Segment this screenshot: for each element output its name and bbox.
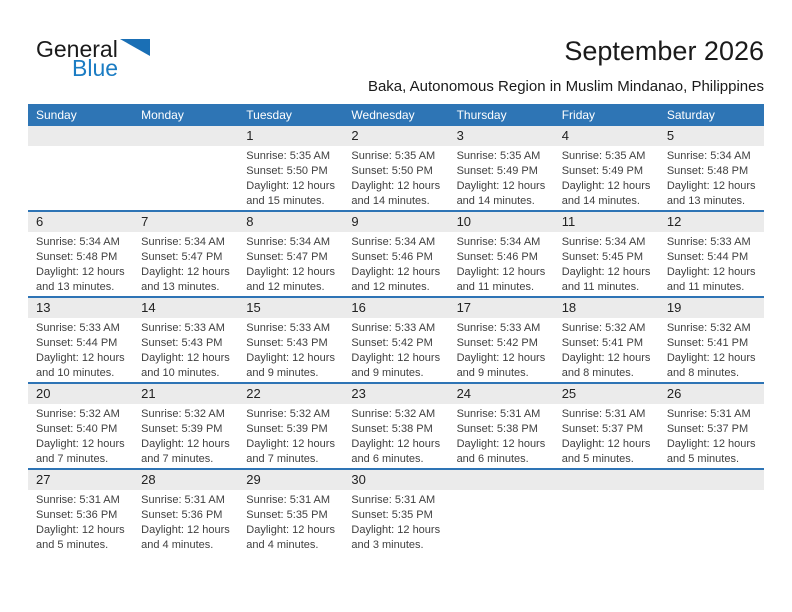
day-number [28,126,133,146]
detail-daylight2: and 10 minutes. [36,367,115,379]
day-cell-20 [28,384,133,468]
detail-daylight1: Daylight: 12 hours [141,438,230,450]
empty-day-cell [449,470,554,554]
day-cell-5 [659,126,764,210]
day-number: 21 [133,384,238,404]
day-cell-21 [133,384,238,468]
detail-sunset: Sunset: 5:43 PM [246,337,328,349]
detail-sunset: Sunset: 5:37 PM [666,423,749,435]
day-number: 13 [28,298,133,318]
detail-daylight1: Daylight: 12 hours [351,180,441,192]
detail-sunset: Sunset: 5:40 PM [36,423,118,435]
day-details [238,146,343,209]
detail-sunset: Sunset: 5:49 PM [456,165,538,177]
detail-daylight1: Daylight: 12 hours [141,524,230,536]
detail-sunset: Sunset: 5:37 PM [561,423,644,435]
detail-daylight2: and 4 minutes. [246,539,319,551]
day-number: 30 [343,470,448,490]
detail-daylight2: and 9 minutes. [246,367,319,379]
day-number: 26 [659,384,764,404]
detail-daylight2: and 6 minutes. [351,453,424,465]
day-cell-4 [554,126,659,210]
day-details [133,490,238,553]
day-number: 3 [449,126,554,146]
detail-daylight2: and 6 minutes. [456,453,529,465]
detail-sunset: Sunset: 5:46 PM [456,251,538,263]
detail-daylight2: and 7 minutes. [246,453,319,465]
detail-sunset: Sunset: 5:42 PM [351,337,433,349]
detail-sunset: Sunset: 5:43 PM [141,337,223,349]
day-details [343,318,448,381]
day-cell-14 [133,298,238,382]
detail-sunrise: Sunrise: 5:31 AM [456,408,541,420]
detail-sunset: Sunset: 5:39 PM [141,423,223,435]
detail-sunset: Sunset: 5:36 PM [36,509,118,521]
detail-daylight2: and 7 minutes. [141,453,214,465]
detail-sunrise: Sunrise: 5:33 AM [456,322,541,334]
day-number: 16 [343,298,448,318]
day-details [449,490,554,493]
detail-daylight2: and 13 minutes. [141,281,220,293]
day-details [659,318,764,381]
weekday-wednesday: Wednesday [351,108,415,122]
day-cell-8 [238,212,343,296]
detail-sunset: Sunset: 5:47 PM [246,251,328,263]
calendar-page [28,0,764,554]
detail-sunrise: Sunrise: 5:31 AM [141,494,225,506]
day-details [449,232,554,295]
detail-sunset: Sunset: 5:42 PM [456,337,538,349]
detail-daylight1: Daylight: 12 hours [666,352,756,364]
day-number: 20 [28,384,133,404]
detail-sunrise: Sunrise: 5:33 AM [351,322,436,334]
detail-daylight2: and 13 minutes. [36,281,115,293]
day-details [343,404,448,467]
detail-daylight2: and 7 minutes. [36,453,109,465]
month-title: September 2026 [564,36,764,66]
detail-sunset: Sunset: 5:50 PM [246,165,328,177]
detail-daylight1: Daylight: 12 hours [351,524,441,536]
day-number: 12 [659,212,764,232]
day-number: 24 [449,384,554,404]
day-number: 27 [28,470,133,490]
detail-sunset: Sunset: 5:36 PM [141,509,223,521]
detail-sunset: Sunset: 5:38 PM [351,423,433,435]
day-details [238,404,343,467]
day-number: 10 [449,212,554,232]
detail-sunrise: Sunrise: 5:33 AM [666,236,751,248]
detail-sunset: Sunset: 5:35 PM [351,509,433,521]
day-number: 5 [659,126,764,146]
day-details [133,146,238,149]
detail-sunset: Sunset: 5:48 PM [666,165,749,177]
detail-sunrise: Sunrise: 5:33 AM [246,322,331,334]
day-cell-3 [449,126,554,210]
detail-sunrise: Sunrise: 5:34 AM [666,150,751,162]
week-row-4 [28,382,764,468]
detail-sunset: Sunset: 5:45 PM [561,251,644,263]
detail-daylight1: Daylight: 12 hours [561,266,651,278]
day-cell-30 [343,470,448,554]
detail-sunset: Sunset: 5:47 PM [141,251,223,263]
detail-sunrise: Sunrise: 5:33 AM [36,322,120,334]
day-cell-25 [554,384,659,468]
day-cell-19 [659,298,764,382]
day-details [133,318,238,381]
day-number: 19 [659,298,764,318]
week-row-3 [28,296,764,382]
day-details [28,318,133,381]
day-number: 9 [343,212,448,232]
detail-sunset: Sunset: 5:35 PM [246,509,328,521]
detail-daylight2: and 10 minutes. [141,367,220,379]
day-details [554,318,659,381]
detail-sunrise: Sunrise: 5:32 AM [351,408,436,420]
detail-sunrise: Sunrise: 5:33 AM [141,322,225,334]
weekday-header-row [28,104,764,126]
day-cell-22 [238,384,343,468]
detail-daylight1: Daylight: 12 hours [36,266,125,278]
detail-sunrise: Sunrise: 5:31 AM [36,494,120,506]
day-cell-11 [554,212,659,296]
detail-sunset: Sunset: 5:41 PM [561,337,644,349]
detail-daylight1: Daylight: 12 hours [246,266,335,278]
day-cell-1 [238,126,343,210]
detail-daylight1: Daylight: 12 hours [351,438,441,450]
detail-daylight1: Daylight: 12 hours [246,524,335,536]
detail-sunrise: Sunrise: 5:35 AM [561,150,646,162]
day-details [238,232,343,295]
detail-daylight1: Daylight: 12 hours [36,438,125,450]
day-details [449,318,554,381]
week-row-5 [28,468,764,554]
day-number: 2 [343,126,448,146]
detail-sunrise: Sunrise: 5:34 AM [36,236,120,248]
day-cell-18 [554,298,659,382]
day-details [659,146,764,209]
day-details [133,232,238,295]
day-details [554,404,659,467]
empty-day-cell [554,470,659,554]
day-cell-15 [238,298,343,382]
day-number [133,126,238,146]
detail-daylight2: and 12 minutes. [351,281,430,293]
day-cell-23 [343,384,448,468]
day-number: 22 [238,384,343,404]
detail-daylight1: Daylight: 12 hours [141,266,230,278]
logo-text-blue: Blue [72,55,119,81]
logo-text-general: General [36,36,118,62]
empty-day-cell [659,470,764,554]
day-details [659,490,764,493]
empty-day-cell [133,126,238,210]
day-cell-26 [659,384,764,468]
detail-daylight2: and 14 minutes. [351,195,430,207]
day-cell-24 [449,384,554,468]
day-cell-9 [343,212,448,296]
detail-daylight1: Daylight: 12 hours [456,352,546,364]
detail-daylight2: and 15 minutes. [246,195,325,207]
day-cell-12 [659,212,764,296]
day-details [449,404,554,467]
day-details [343,232,448,295]
detail-daylight2: and 13 minutes. [666,195,746,207]
day-cell-28 [133,470,238,554]
day-number: 6 [28,212,133,232]
detail-daylight2: and 14 minutes. [561,195,640,207]
day-details [343,146,448,209]
day-details [28,232,133,295]
detail-daylight1: Daylight: 12 hours [351,352,441,364]
day-number [659,470,764,490]
detail-sunset: Sunset: 5:44 PM [666,251,749,263]
day-number: 11 [554,212,659,232]
detail-sunset: Sunset: 5:39 PM [246,423,328,435]
page-header [28,0,764,104]
weekday-sunday: Sunday [36,108,77,122]
day-details [554,232,659,295]
day-cell-2 [343,126,448,210]
detail-daylight1: Daylight: 12 hours [666,180,756,192]
location-subtitle: Baka, Autonomous Region in Muslim Mindanao, Philippines [367,78,764,95]
day-details [449,146,554,209]
detail-daylight1: Daylight: 12 hours [36,524,125,536]
detail-daylight2: and 11 minutes. [561,281,640,293]
day-number: 23 [343,384,448,404]
day-number: 18 [554,298,659,318]
detail-sunrise: Sunrise: 5:35 AM [351,150,436,162]
detail-daylight1: Daylight: 12 hours [36,352,125,364]
weekday-saturday: Saturday [666,108,715,122]
detail-sunrise: Sunrise: 5:34 AM [246,236,331,248]
day-details [28,404,133,467]
detail-daylight2: and 12 minutes. [246,281,325,293]
detail-daylight1: Daylight: 12 hours [246,438,335,450]
detail-daylight1: Daylight: 12 hours [456,266,546,278]
day-number [449,470,554,490]
day-number: 25 [554,384,659,404]
detail-sunset: Sunset: 5:44 PM [36,337,118,349]
day-details [28,490,133,553]
detail-sunrise: Sunrise: 5:35 AM [456,150,541,162]
empty-day-cell [28,126,133,210]
day-number: 17 [449,298,554,318]
day-number: 15 [238,298,343,318]
day-number: 28 [133,470,238,490]
day-cell-16 [343,298,448,382]
day-details [554,146,659,209]
detail-sunset: Sunset: 5:46 PM [351,251,433,263]
day-number: 14 [133,298,238,318]
detail-sunrise: Sunrise: 5:32 AM [561,322,646,334]
day-cell-27 [28,470,133,554]
detail-daylight1: Daylight: 12 hours [456,180,546,192]
day-number: 4 [554,126,659,146]
detail-daylight2: and 3 minutes. [351,539,424,551]
week-row-1 [28,126,764,210]
detail-daylight1: Daylight: 12 hours [456,438,546,450]
day-cell-29 [238,470,343,554]
detail-sunrise: Sunrise: 5:34 AM [456,236,541,248]
detail-daylight1: Daylight: 12 hours [561,180,651,192]
general-blue-logo [36,38,150,80]
weekday-monday: Monday [141,108,184,122]
detail-daylight1: Daylight: 12 hours [246,180,335,192]
detail-daylight2: and 8 minutes. [561,367,634,379]
detail-daylight2: and 14 minutes. [456,195,535,207]
detail-daylight2: and 5 minutes. [36,539,109,551]
detail-sunrise: Sunrise: 5:31 AM [561,408,646,420]
detail-sunrise: Sunrise: 5:32 AM [666,322,751,334]
logo-triangle-icon [120,39,150,56]
detail-sunrise: Sunrise: 5:31 AM [246,494,331,506]
detail-daylight1: Daylight: 12 hours [246,352,335,364]
detail-sunset: Sunset: 5:48 PM [36,251,118,263]
calendar-grid [28,126,764,554]
day-number [554,470,659,490]
detail-sunrise: Sunrise: 5:34 AM [141,236,225,248]
detail-sunset: Sunset: 5:49 PM [561,165,644,177]
day-details [659,404,764,467]
detail-sunrise: Sunrise: 5:34 AM [561,236,646,248]
detail-sunrise: Sunrise: 5:32 AM [246,408,331,420]
day-number: 7 [133,212,238,232]
day-cell-6 [28,212,133,296]
day-details [133,404,238,467]
detail-daylight1: Daylight: 12 hours [561,438,651,450]
detail-sunrise: Sunrise: 5:32 AM [36,408,120,420]
detail-daylight1: Daylight: 12 hours [666,438,756,450]
detail-sunset: Sunset: 5:38 PM [456,423,538,435]
day-details [554,490,659,493]
detail-sunset: Sunset: 5:50 PM [351,165,433,177]
detail-daylight2: and 5 minutes. [666,453,739,465]
detail-daylight2: and 5 minutes. [561,453,634,465]
day-cell-10 [449,212,554,296]
day-number: 8 [238,212,343,232]
day-cell-13 [28,298,133,382]
detail-daylight1: Daylight: 12 hours [561,352,651,364]
day-details [659,232,764,295]
weekday-tuesday: Tuesday [246,108,292,122]
detail-sunrise: Sunrise: 5:35 AM [246,150,331,162]
day-cell-17 [449,298,554,382]
detail-daylight2: and 11 minutes. [666,281,745,293]
day-details [238,490,343,553]
day-cell-7 [133,212,238,296]
detail-daylight2: and 11 minutes. [456,281,535,293]
detail-daylight2: and 4 minutes. [141,539,214,551]
detail-sunset: Sunset: 5:41 PM [666,337,749,349]
day-details [343,490,448,553]
detail-sunrise: Sunrise: 5:31 AM [351,494,436,506]
detail-daylight2: and 9 minutes. [456,367,529,379]
detail-daylight1: Daylight: 12 hours [141,352,230,364]
day-number: 1 [238,126,343,146]
detail-daylight1: Daylight: 12 hours [351,266,441,278]
day-details [238,318,343,381]
weekday-thursday: Thursday [456,108,507,122]
detail-sunrise: Sunrise: 5:34 AM [351,236,436,248]
detail-daylight1: Daylight: 12 hours [666,266,756,278]
detail-sunrise: Sunrise: 5:32 AM [141,408,225,420]
week-row-2 [28,210,764,296]
detail-daylight2: and 9 minutes. [351,367,424,379]
weekday-friday: Friday [561,108,596,122]
detail-sunrise: Sunrise: 5:31 AM [666,408,751,420]
day-number: 29 [238,470,343,490]
day-details [28,146,133,149]
detail-daylight2: and 8 minutes. [666,367,739,379]
